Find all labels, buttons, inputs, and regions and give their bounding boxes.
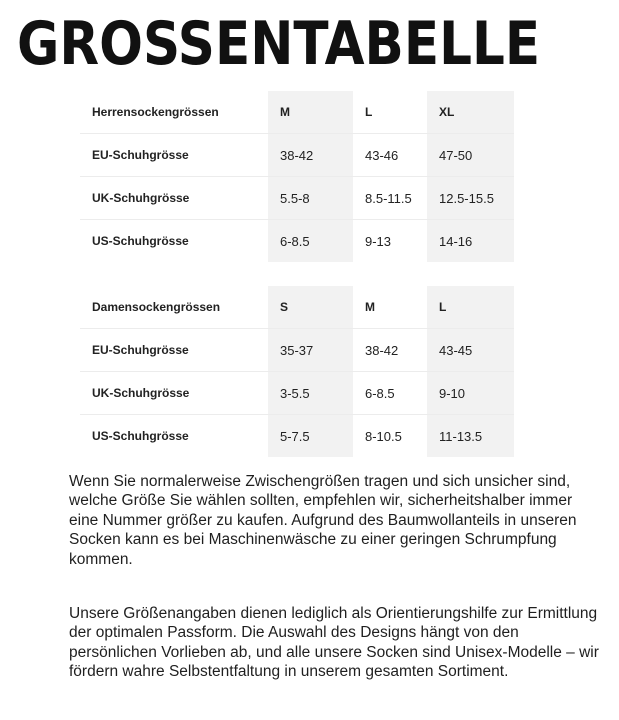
sizing-advice-paragraph: Wenn Sie normalerweise Zwischengrößen tragen und sich unsicher sind, welche Größe Sie wählen sollten, empfehlen wir, sicherheitshalber immer eine Nummer größer zu kaufen. Aufgrund des Baumwollanteils in unseren Socken kann es bei Maschinenwäsche zu einer geringen Schrumpfung kommen.: [69, 473, 577, 568]
row-label: EU-Schuhgrösse: [80, 134, 268, 177]
table-row: [80, 329, 514, 372]
size-column-header: XL: [427, 91, 514, 134]
row-label: US-Schuhgrösse: [92, 234, 189, 248]
mens-size-table: [80, 91, 514, 262]
table-row: [80, 415, 514, 458]
table-cell: 38-42: [353, 329, 427, 372]
table-cell: 43-45: [427, 329, 514, 372]
table-cell: 6-8.5: [353, 372, 427, 415]
page-title: GROSSENTABELLE: [17, 9, 541, 79]
table-cell: 38-42: [268, 134, 353, 177]
table-cell: 12.5-15.5: [427, 177, 514, 220]
row-label: US-Schuhgrösse: [92, 429, 189, 443]
table-row: [80, 134, 514, 177]
womens-size-table: [80, 286, 514, 457]
table-row: [80, 372, 514, 415]
table-row: [80, 177, 514, 220]
size-column-header: L: [427, 286, 514, 329]
row-label: UK-Schuhgrösse: [80, 177, 268, 220]
size-column-header: L: [353, 91, 427, 134]
table-cell: 9-13: [365, 233, 392, 249]
table-cell: 11-13.5: [427, 415, 514, 458]
size-column-header: S: [268, 286, 353, 329]
table-cell: 5.5-8: [268, 177, 353, 220]
table-cell: 43-46: [353, 134, 427, 177]
table-cell: 8-10.5: [365, 428, 402, 444]
table-cell: 14-16: [427, 220, 514, 263]
table-cell: 35-37: [268, 329, 353, 372]
sizing-disclaimer-paragraph: Unsere Größenangaben dienen lediglich als Orientierungshilfe zur Ermittlung der optimalen Passform. Die Auswahl des Designs hängt von den persönlichen Vorlieben ab, und alle unsere Socken sind Unisex-Modelle – wir fördern wahre Selbstentfaltung in unserem gesamten Sortiment.: [69, 605, 599, 681]
table-cell: 8.5-11.5: [353, 177, 427, 220]
table-section-heading: Damensockengrössen: [80, 286, 268, 329]
table-row: [80, 220, 514, 263]
table-header-row: [80, 91, 514, 134]
table-cell: 9-10: [427, 372, 514, 415]
table-cell: 6-8.5: [268, 220, 353, 263]
row-label: UK-Schuhgrösse: [80, 372, 268, 415]
table-cell: 47-50: [427, 134, 514, 177]
table-header-row: [80, 286, 514, 329]
table-cell: 5-7.5: [268, 415, 353, 458]
row-label: EU-Schuhgrösse: [80, 329, 268, 372]
size-column-header: M: [353, 286, 427, 329]
table-section-heading: Herrensockengrössen: [80, 91, 268, 134]
size-column-header: M: [268, 91, 353, 134]
table-cell: 3-5.5: [268, 372, 353, 415]
